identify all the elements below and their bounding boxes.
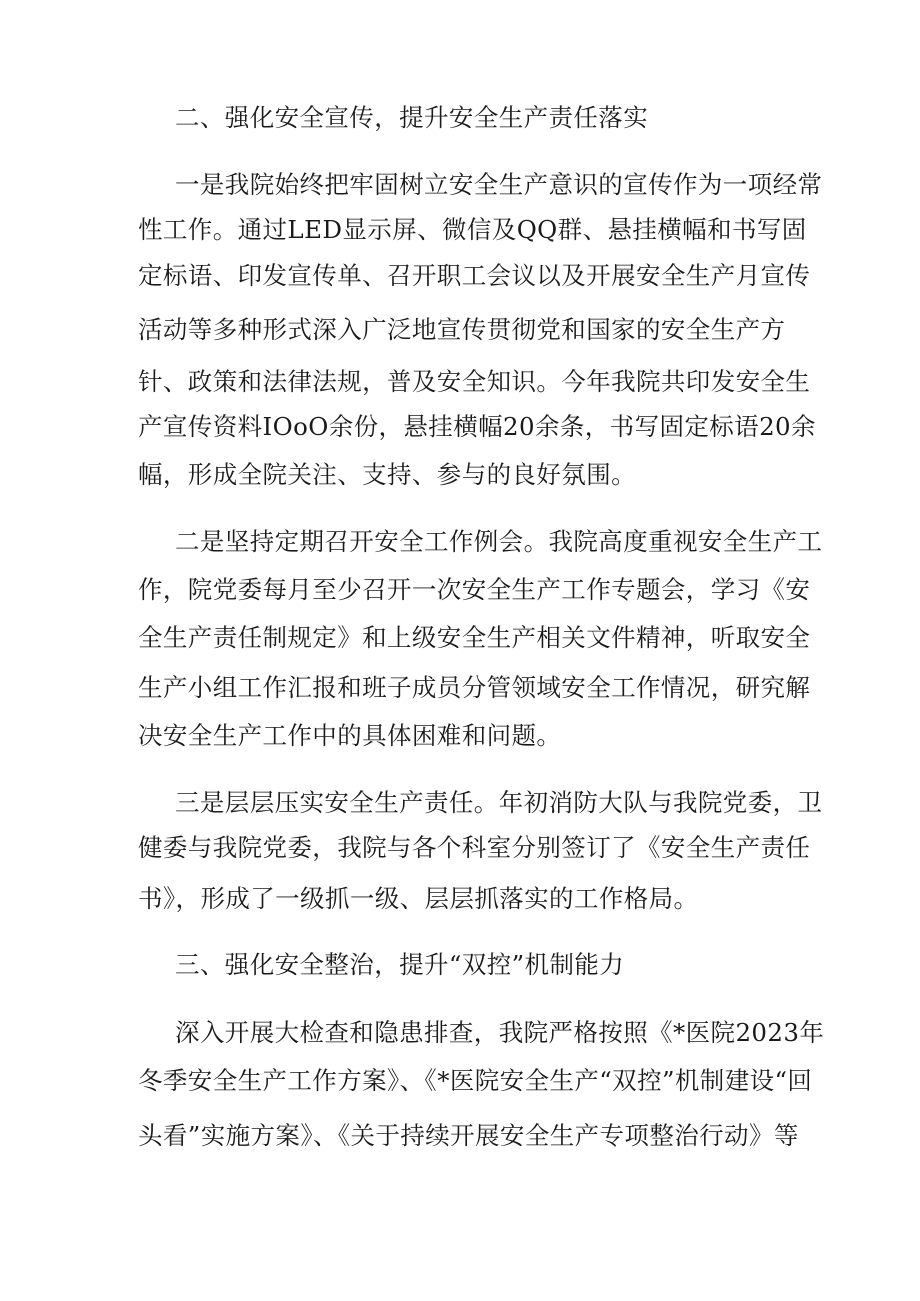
paragraph-line: 二是坚持定期召开安全工作例会。我院高度重视安全生产工 [175,527,823,556]
paragraph-line: 产宣传资料IOoO余份，悬挂横幅20余条，书写固定标语20余 [138,412,816,441]
paragraph-line: 活动等多种形式深入广泛地宣传贯彻党和国家的安全生产方 [138,315,786,344]
paragraph-line: 健委与我院党委，我院与各个科室分别签订了《安全生产责任 [138,833,811,862]
paragraph-line: 决安全生产工作中的具体困难和问题。 [138,721,562,750]
paragraph-line: 幅，形成全院关注、支持、参与的良好氛围。 [138,460,636,489]
paragraph-line: 三是层层压实安全生产责任。年初消防大队与我院党委，卫 [175,788,823,817]
paragraph-line: 书》，形成了一级抓一级、层层抓落实的工作格局。 [138,884,699,913]
paragraph-line: 全生产责任制规定》和上级安全生产相关文件精神，听取安全 [138,623,811,652]
section-heading: 三、强化安全整治，提升“双控”机制能力 [175,950,625,979]
paragraph-line: 一是我院始终把牢固树立安全生产意识的宣传作为一项经常 [175,170,823,199]
section-heading: 二、强化安全宣传，提升安全生产责任落实 [175,103,649,132]
paragraph-line: 定标语、印发宣传单、召开职工会议以及开展安全生产月宣传 [138,261,811,290]
paragraph-line: 针、政策和法律法规，普及安全知识。今年我院共印发安全生 [138,367,811,396]
paragraph-line: 深入开展大检查和隐患排查，我院严格按照《*医院2023年 [175,1018,825,1047]
paragraph-line: 作，院党委每月至少召开一次安全生产工作专题会，学习《安 [138,575,811,604]
paragraph-line: 冬季安全生产工作方案》、《*医院安全生产“双控”机制建设“回 [138,1066,813,1095]
paragraph-line: 生产小组工作汇报和班子成员分管领域安全工作情况，研究解 [138,673,811,702]
paragraph-line: 性工作。通过LED显示屏、微信及QQ群、悬挂横幅和书写固 [138,215,807,244]
paragraph-line: 头看”实施方案》、《关于持续开展安全生产专项整治行动》等 [138,1121,799,1150]
